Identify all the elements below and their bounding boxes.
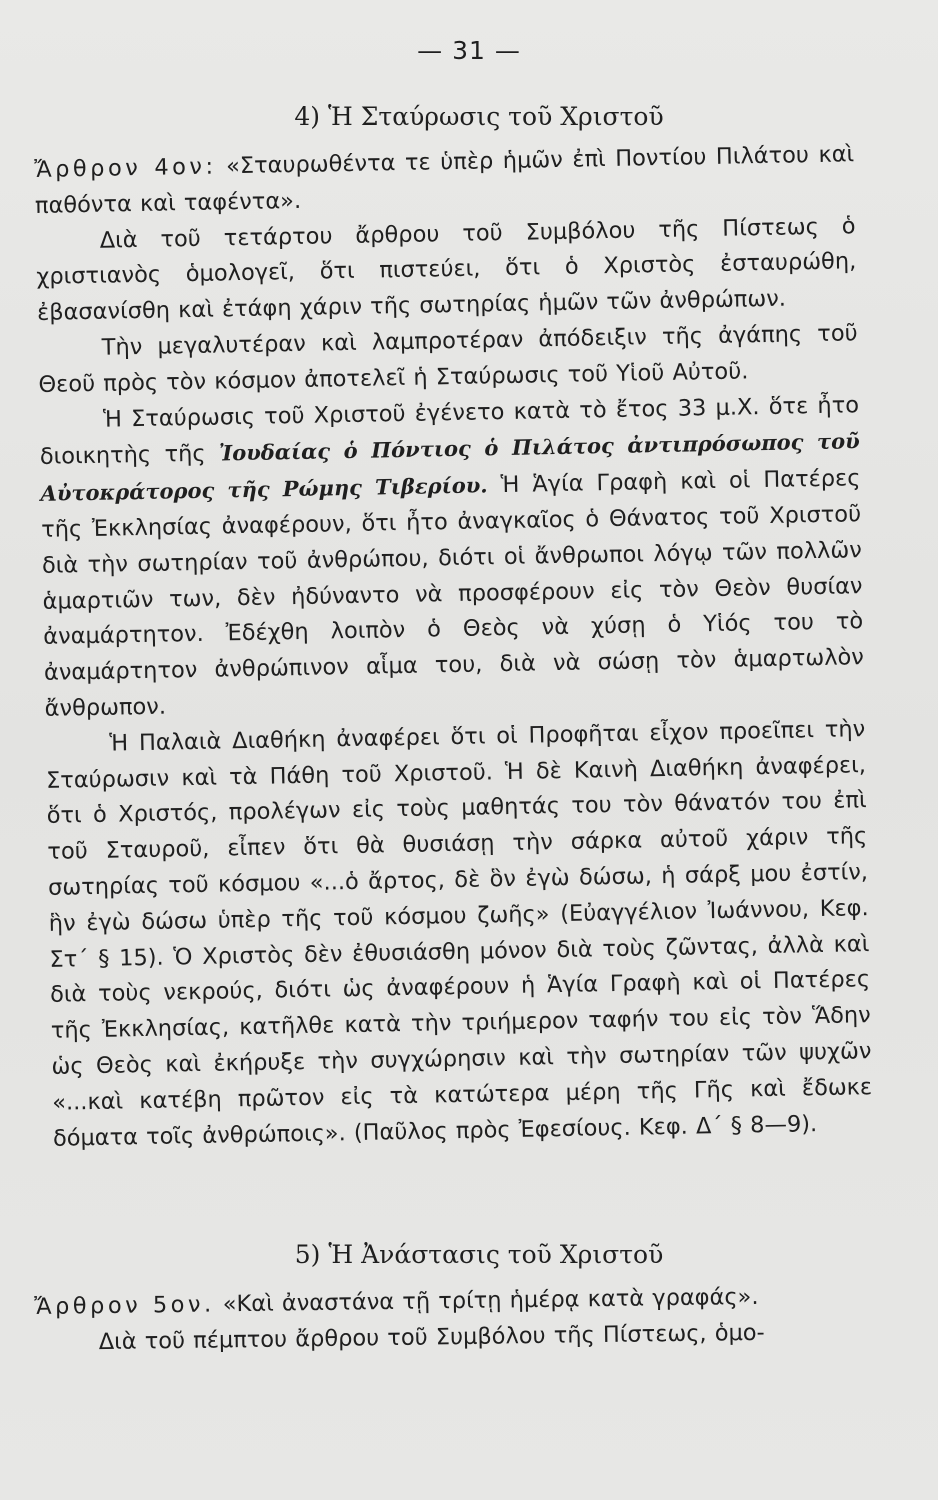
article-4-text: «Σταυρωθέντα τε ὑπὲρ ἡμῶν ἐπὶ Ποντίου Πιλάτου καὶ παθόντα καὶ ταφέντα». (34, 141, 855, 219)
article-5-text: «Καὶ ἀναστάνα τῇ τρίτῃ ἡμέρᾳ κατὰ γραφάς». (222, 1283, 759, 1318)
section-4-body (34, 137, 873, 1157)
paragraph-fourth-article: Διὰ τοῦ τετάρτου ἄρθρου τοῦ Συμβόλου τῆς Πίστεως ὁ χριστιανὸς ὁμολογεῖ, ὅτι πιστεύει, ὅτι ὁ Χριστὸς ἐσταυρώθη, ἐβασανίσθη καὶ ἐτάφη χάριν τῆς σωτηρίας ἡμῶν τῶν ἀνθρώπων. (36, 212, 857, 327)
pilate-emphasis: Ἰουδαίας ὁ Πόντιος ὁ Πιλάτος ἀντιπρόσωπος τοῦ Αὐτοκράτορος τῆς Ρώμης Τιβερίου. (40, 428, 860, 507)
section-4-heading: 4) Ἡ Σταύρωσις τοῦ Χριστοῦ (294, 102, 664, 131)
paragraph-crucifixion-date (39, 388, 865, 728)
necessity-of-death-text: Ἡ Ἁγία Γραφὴ καὶ οἱ Πατέρες τῆς Ἐκκλησίας ἀναφέρουν, ὅτι ἦτο ἀναγκαῖος ὁ Θάνατος τοῦ Χριστοῦ διὰ τὴν σωτηρίαν τοῦ ἀνθρώπου, διότι οἱ ἄνθρωποι λόγῳ τῶν πολλῶν ἁμαρτιῶν των, δὲν ἠδύναντο νὰ προσφέρουν εἰς τὸν Θεὸν θυσίαν ἀναμάρτητον. Ἐδέχθη λοιπὸν ὁ Θεὸς νὰ χύσῃ ὁ Υἱός του τὸ ἀναμάρτητον ἀνθρώπινον αἷμα του, διὰ νὰ σώσῃ τὸν ἁμαρτωλὸν ἄνθρωπον. (40, 465, 865, 722)
section-5-body (34, 1279, 855, 1362)
paragraph-fifth-article: Διὰ τοῦ πέμπτου ἄρθρου τοῦ Συμβόλου τῆς Πίστεως, ὁμο- (98, 1319, 765, 1355)
page-number: — 31 — (417, 36, 521, 65)
paragraph-old-new-testament: Ἡ Παλαιὰ Διαθήκη ἀναφέρει ὅτι οἱ Προφῆται εἶχον προεῖπει τὴν Σταύρωσιν καὶ τὰ Πάθη τοῦ Χριστοῦ. Ἡ δὲ Καινὴ Διαθήκη ἀναφέρει, ὅτι ὁ Χριστός, προλέγων εἰς τοὺς μαθητάς του τὸν θάνατόν του ἐπὶ τοῦ Σταυροῦ, εἶπεν ὅτι θὰ θυσιάσῃ τὴν σάρκα αὐτοῦ χάριν τῆς σωτηρίας τοῦ κόσμου «...ὁ ἄρτος, δὲ ὃν ἐγὼ δώσω, ἡ σάρξ μου ἐστίν, ἣν ἐγὼ δώσω ὑπὲρ τῆς τοῦ κόσμου ζωῆς» (Εὐαγγέλιον Ἰωάννου, Κεφ. Στ΄ § 15). Ὁ Χριστὸς δὲν ἐθυσιάσθη μόνον διὰ τοὺς ζῶντας, ἀλλὰ καὶ διὰ τοὺς νεκρούς, διότι ὡς ἀναφέρουν ἡ Ἁγία Γραφὴ καὶ οἱ Πατέρες τῆς Ἐκκλησίας, κατῆλθε κατὰ τὴν τριήμερον ταφήν του εἰς τὸν Ἅδην ὡς Θεὸς καὶ ἐκήρυξε τὴν συγχώρησιν καὶ τὴν σωτηρίαν τῶν ψυχῶν «...καὶ κατέβη πρῶτον εἰς τὰ κατώτερα μέρη τῆς Γῆς καὶ ἔδωκε δόματα τοῖς ἀνθρώποις». (Παῦλος πρὸς Ἐφεσίους. Κεφ. Δ΄ § 8—9). (45, 715, 873, 1152)
section-5-heading: 5) Ἡ Ἀνάστασις τοῦ Χριστοῦ (294, 1240, 664, 1269)
paragraph-greatest-proof: Τὴν μεγαλυτέραν καὶ λαμπροτέραν ἀπόδειξιν τῆς ἀγάπης τοῦ Θεοῦ πρὸς τὸν κόσμον ἀποτελεῖ ἡ Σταύρωσις τοῦ Υἱοῦ Αὐτοῦ. (38, 320, 858, 398)
article-4-label: Ἄρθρον 4ον: (34, 153, 217, 183)
crucifixion-date-text: Ἡ Σταύρωσις τοῦ Χριστοῦ ἐγένετο κατὰ τὸ ἔτος 33 μ.Χ. ὅτε ἦτο διοικητὴς τῆς (39, 391, 860, 471)
article-5-label: Ἄρθρον 5ον. (34, 1291, 215, 1320)
